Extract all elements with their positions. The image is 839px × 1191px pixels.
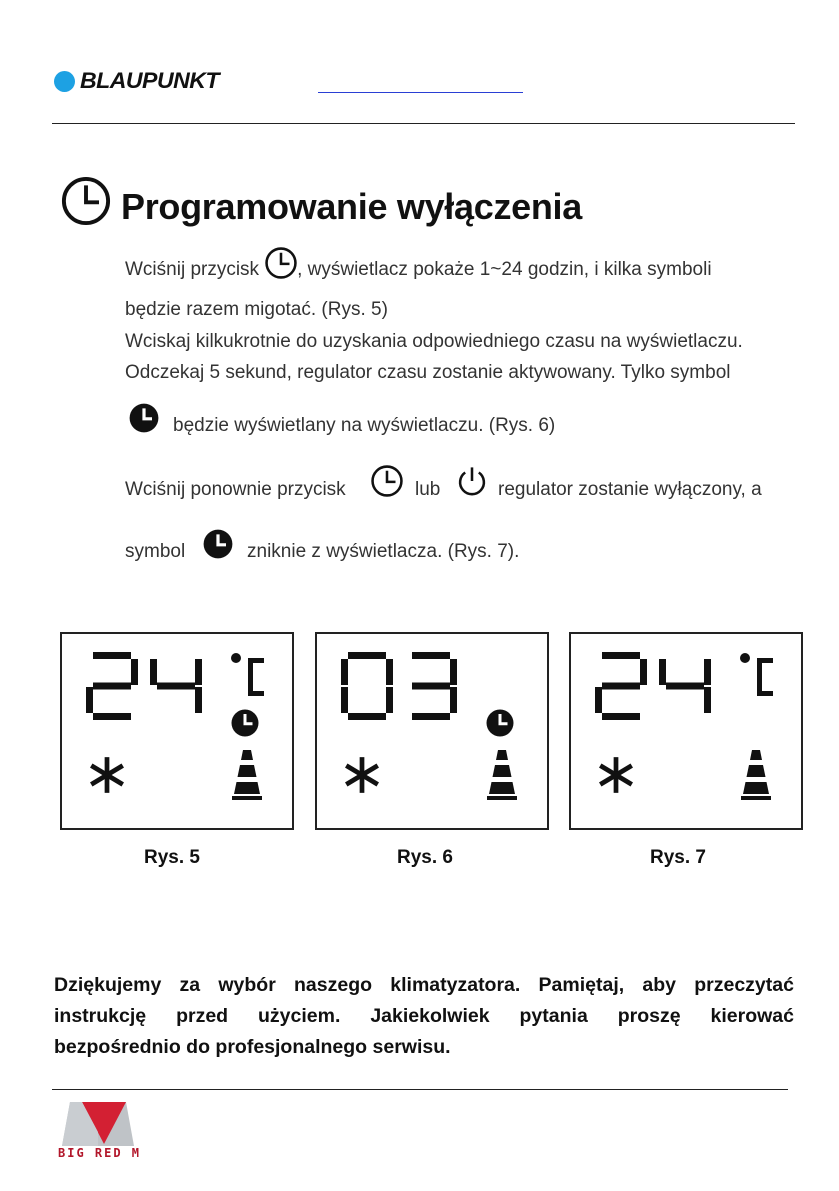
body-line-3: Wciskaj kilkukrotnie do uzyskania odpowiedniego czasu na wyświetlaczu. — [125, 331, 743, 352]
clock-outline-icon — [370, 464, 404, 498]
figure-caption: Rys. 5 — [144, 847, 200, 868]
lcd-segment — [86, 687, 93, 713]
lcd-segment — [131, 659, 138, 685]
celsius-segment — [248, 658, 253, 696]
lcd-segment — [93, 683, 131, 690]
thanks-word: kierować — [710, 1005, 794, 1027]
lcd-segment — [450, 659, 457, 685]
thanks-word: użyciem. — [258, 1005, 341, 1027]
power-icon — [455, 464, 489, 498]
lcd-segment — [602, 652, 640, 659]
thanks-word: aby — [642, 974, 677, 996]
lcd-segment — [341, 687, 348, 713]
lcd-segment — [704, 659, 711, 685]
clock-outline-icon — [60, 175, 112, 227]
degree-dot — [231, 653, 241, 663]
snowflake-icon — [346, 757, 378, 793]
body-line-5: będzie wyświetlany na wyświetlaczu. (Rys. 6) — [173, 415, 556, 436]
brand-dot-icon — [54, 71, 75, 92]
clock-filled-icon — [232, 710, 259, 737]
lcd-segment — [195, 687, 202, 713]
thanks-line-3: bezpośrednio do profesjonalnego serwisu. — [54, 1036, 451, 1058]
text-display-shows: , wyświetlacz pokaże 1~24 godzin, i kilka symboli — [297, 259, 712, 280]
lcd-segment — [412, 683, 450, 690]
thanks-word: proszę — [617, 1005, 681, 1027]
brand-name: BLAUPUNKT — [80, 68, 220, 93]
figure-rys-5 — [60, 632, 294, 830]
brand-logo — [54, 68, 220, 94]
header-divider — [52, 123, 795, 124]
body-line-6a: Wciśnij ponownie przycisk — [125, 479, 346, 500]
lcd-segment — [386, 687, 393, 713]
clock-outline-icon — [264, 246, 298, 280]
degree-dot — [740, 653, 750, 663]
lcd-display — [317, 634, 547, 828]
footer-divider — [52, 1089, 788, 1090]
text-press-button: Wciśnij przycisk — [125, 259, 260, 280]
thanks-word: wybór — [218, 974, 276, 996]
section-title: Programowanie wyłączenia — [121, 186, 582, 227]
lcd-segment — [348, 652, 386, 659]
lcd-segment — [602, 683, 640, 690]
thanks-word: za — [179, 974, 201, 996]
lcd-segment — [93, 652, 131, 659]
thanks-word: Jakiekolwiek — [370, 1005, 490, 1027]
lcd-segment — [640, 659, 647, 685]
big-red-m-logo-icon — [62, 1102, 134, 1146]
footer-brand-text: BIG RED M — [58, 1146, 142, 1160]
snowflake-icon — [600, 757, 632, 793]
body-line-6c: regulator zostanie wyłączony, a — [498, 479, 762, 500]
thanks-word: klimatyzatora. — [390, 974, 521, 996]
lcd-segment — [666, 683, 704, 690]
body-line-1 — [125, 259, 712, 281]
thanks-word: Dziękujemy — [54, 974, 162, 996]
figure-rys-6 — [315, 632, 549, 830]
celsius-segment — [757, 691, 773, 696]
celsius-segment — [757, 658, 762, 696]
thanks-word: Pamiętaj, — [538, 974, 625, 996]
lcd-segment — [341, 659, 348, 685]
thanks-word: pytania — [519, 1005, 588, 1027]
lcd-segment — [412, 713, 450, 720]
body-line-2: będzie razem migotać. (Rys. 5) — [125, 299, 388, 320]
thanks-word: naszego — [294, 974, 373, 996]
clock-filled-icon — [487, 710, 514, 737]
celsius-segment — [248, 691, 264, 696]
figure-caption: Rys. 7 — [650, 847, 706, 868]
lcd-segment — [450, 687, 457, 713]
thanks-word: przeczytać — [694, 974, 794, 996]
lcd-display — [62, 634, 292, 828]
clock-filled-icon — [202, 528, 234, 560]
thanks-paragraph — [54, 970, 794, 1063]
fan-speed-icon — [741, 750, 771, 800]
figure-caption: Rys. 6 — [397, 847, 453, 868]
lcd-display — [571, 634, 801, 828]
thanks-word: przed — [176, 1005, 229, 1027]
lcd-segment — [704, 687, 711, 713]
lcd-segment — [659, 659, 666, 685]
lcd-segment — [195, 659, 202, 685]
lcd-segment — [386, 659, 393, 685]
body-line-6b: lub — [415, 479, 441, 500]
body-line-7b: zniknie z wyświetlacza. (Rys. 7). — [247, 541, 520, 562]
lcd-segment — [595, 687, 602, 713]
fan-speed-icon — [487, 750, 517, 800]
snowflake-icon — [91, 757, 123, 793]
thanks-line-1 — [54, 970, 794, 1001]
header-link-underline[interactable] — [318, 92, 523, 93]
figure-rys-7 — [569, 632, 803, 830]
thanks-line-2 — [54, 1001, 794, 1032]
clock-filled-icon — [128, 402, 160, 434]
lcd-segment — [157, 683, 195, 690]
fan-speed-icon — [232, 750, 262, 800]
lcd-segment — [93, 713, 131, 720]
lcd-segment — [150, 659, 157, 685]
lcd-segment — [412, 652, 450, 659]
body-line-7a: symbol — [125, 541, 186, 562]
lcd-segment — [602, 713, 640, 720]
lcd-segment — [348, 713, 386, 720]
body-line-4: Odczekaj 5 sekund, regulator czasu zostanie aktywowany. Tylko symbol — [125, 362, 731, 383]
thanks-word: instrukcję — [54, 1005, 147, 1027]
